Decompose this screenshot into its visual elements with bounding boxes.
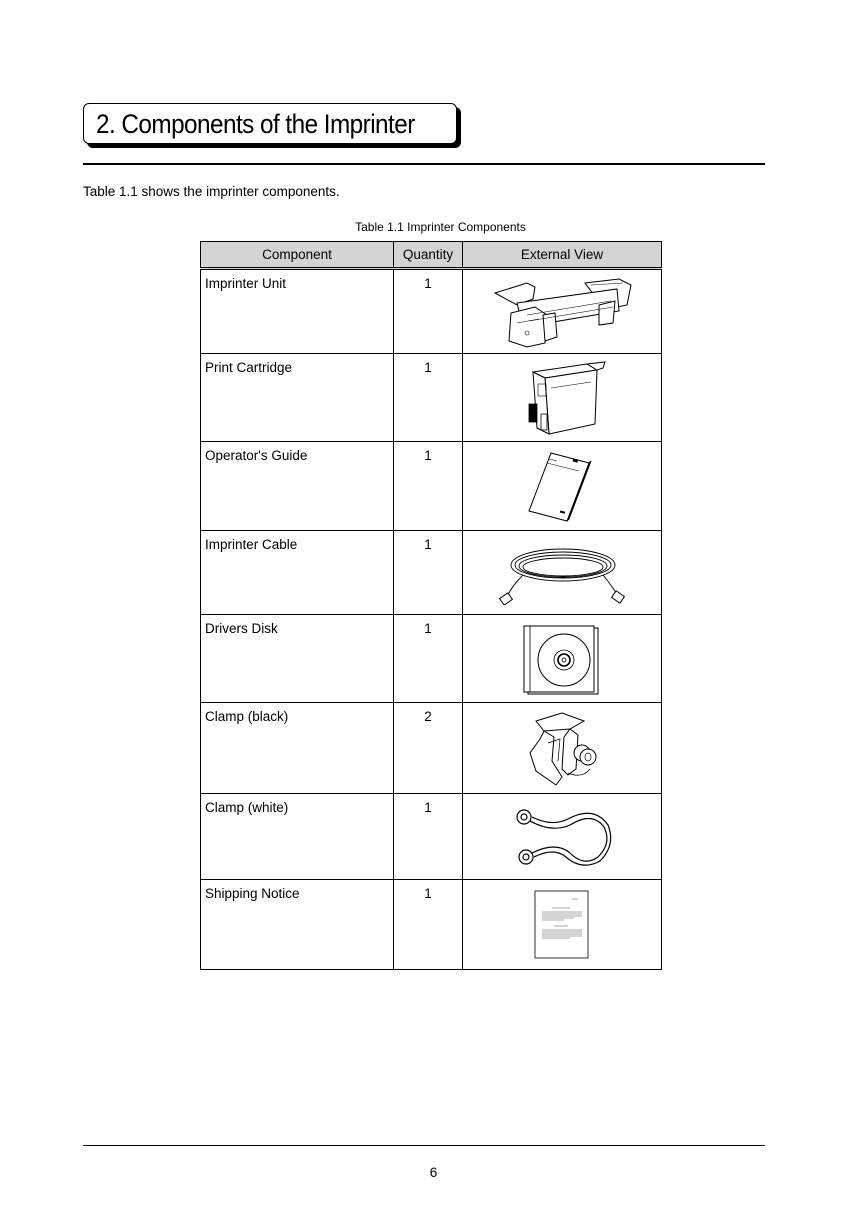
component-quantity: 1 [394, 269, 463, 354]
table-row [201, 794, 662, 880]
components-table [200, 241, 662, 970]
table-row [201, 354, 662, 442]
section-title: 2. Components of the Imprinter [96, 109, 415, 139]
table-row [201, 615, 662, 703]
black-clamp-illustration [522, 709, 602, 787]
intro-paragraph: Table 1.1 shows the imprinter components. [83, 184, 340, 199]
table-caption: Table 1.1 Imprinter Components [355, 220, 526, 234]
header-quantity: Quantity [394, 242, 463, 269]
table-row [201, 531, 662, 615]
print-cartridge-illustration [517, 358, 607, 438]
component-name: Clamp (white) [201, 794, 394, 880]
component-name: Drivers Disk [201, 615, 394, 703]
imprinter-unit-illustration [487, 275, 637, 349]
white-clamp-illustration [512, 805, 612, 869]
component-name: Operator's Guide [201, 442, 394, 531]
section-title-box [83, 103, 457, 144]
component-name: Imprinter Cable [201, 531, 394, 615]
page-number: 6 [429, 1165, 438, 1180]
component-quantity: 1 [394, 615, 463, 703]
coiled-cable-illustration [497, 541, 627, 605]
component-quantity: 1 [394, 794, 463, 880]
component-quantity: 1 [394, 354, 463, 442]
footer-rule [83, 1145, 765, 1146]
component-quantity: 2 [394, 703, 463, 794]
table-row [201, 703, 662, 794]
component-name: Print Cartridge [201, 354, 394, 442]
header-component: Component [201, 242, 394, 269]
table-row [201, 880, 662, 970]
table-header-row [201, 242, 662, 269]
shipping-notice-illustration [534, 890, 590, 960]
header-external-view: External View [463, 242, 662, 269]
table-row [201, 442, 662, 531]
component-quantity: 1 [394, 880, 463, 970]
title-underline [83, 163, 765, 165]
booklet-illustration [527, 449, 597, 523]
component-name: Imprinter Unit [201, 269, 394, 354]
component-quantity: 1 [394, 442, 463, 531]
cd-case-illustration [522, 622, 602, 696]
component-name: Shipping Notice [201, 880, 394, 970]
component-name: Clamp (black) [201, 703, 394, 794]
table-row [201, 269, 662, 354]
component-quantity: 1 [394, 531, 463, 615]
